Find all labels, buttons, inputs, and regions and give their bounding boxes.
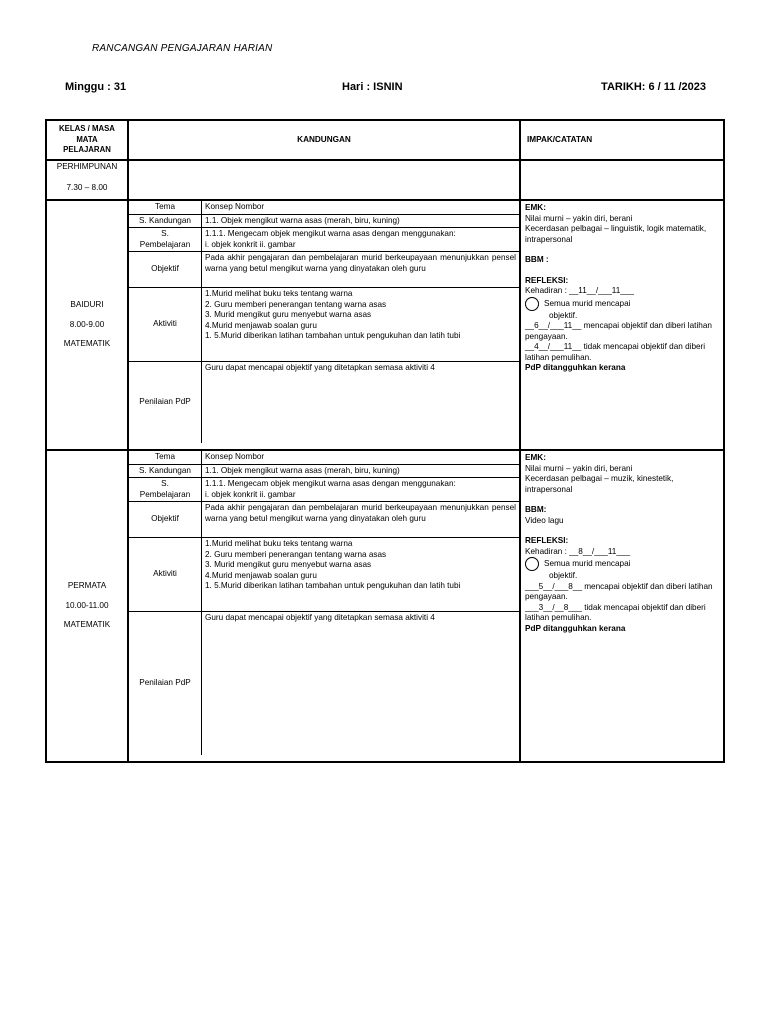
refleksi-label: REFLEKSI: — [525, 536, 569, 545]
achievement-text: Semua murid mencapai — [544, 298, 631, 308]
emk-label: EMK: — [525, 453, 546, 462]
session-content-cell — [128, 450, 520, 762]
achievement-text-2: objektif. — [549, 571, 578, 580]
emk-line: Nilai murni – yakin diri, berani — [525, 213, 633, 223]
header-content: KANDUNGAN — [128, 120, 520, 160]
tema-value: Konsep Nombor — [202, 201, 520, 214]
pembelajaran-line-2: i. objek konkrit ii. gambar — [205, 489, 296, 499]
aktiviti-item: 1.Murid melihat buku teks tentang warna — [205, 289, 353, 298]
pembelajaran-line-1: 1.1.1. Mengecam objek mengikut warna asas dengan menggunakan: — [205, 479, 456, 488]
session-content-cell — [128, 200, 520, 450]
class-name: PERMATA — [67, 581, 107, 591]
not-achieved-line: ___3__/__8___ tidak mencapai objektif dan diberi latihan pemulihan. — [525, 602, 706, 622]
bbm-label: BBM: — [525, 505, 547, 514]
header-class-time-subject — [46, 120, 128, 160]
label-tema: Tema — [129, 201, 202, 214]
tema-value: Konsep Nombor — [202, 451, 520, 464]
aktiviti-item: 4.Murid menjawab soalan guru — [205, 320, 317, 330]
penilaian-value: Guru dapat mencapai objektif yang ditetapkan semasa aktiviti 4 — [202, 362, 520, 443]
label-objektif: Objektif — [129, 252, 202, 288]
aktiviti-item: 1. 5.Murid diberikan latihan tambahan untuk pengukuhan dan latih tubi — [205, 331, 461, 340]
class-time: 8.00-9.00 — [69, 319, 105, 329]
header-subject-line: MATA — [76, 134, 98, 144]
day-label: Hari : ISNIN — [342, 81, 403, 93]
class-subject: MATEMATIK — [63, 339, 111, 349]
label-kandungan: S. Kandungan — [129, 464, 202, 478]
label-objektif: Objektif — [129, 502, 202, 538]
label-pembelajaran-2: Pembelajaran — [139, 489, 191, 499]
class-name: BAIDURI — [70, 300, 104, 310]
postponed-line: PdP ditangguhkan kerana — [525, 363, 626, 372]
class-time: 10.00-11.00 — [65, 600, 109, 610]
achieved-line: __6__/___11__ mencapai objektif dan diberi latihan pengayaan. — [525, 321, 712, 341]
week-label: Minggu : 31 — [65, 81, 127, 93]
objektif-value: Pada akhir pengajaran dan pembelajaran murid berkeupayaan menunjukkan pensel warna yang betul mengikut warna yang dinyatakan oleh guru — [202, 252, 520, 288]
aktiviti-item: 4.Murid menjawab soalan guru — [205, 570, 317, 580]
label-penilaian: Penilaian PdP — [129, 612, 202, 755]
aktiviti-item: 2. Guru memberi penerangan tentang warna asas — [205, 299, 387, 309]
achieved-line: ___5__/___8__ mencapai objektif dan diberi latihan pengayaan. — [525, 581, 713, 601]
assembly-cell — [46, 160, 128, 200]
header-subject-line-2: PELAJARAN — [63, 145, 111, 155]
kandungan-value: 1.1. Objek mengikut warna asas (merah, biru, kuning) — [202, 214, 520, 228]
document-title: RANCANGAN PENGAJARAN HARIAN — [92, 43, 273, 54]
emk-line: Nilai murni – yakin diri, berani — [525, 463, 633, 473]
refleksi-label: REFLEKSI: — [525, 275, 569, 285]
emk-line: Kecerdasan pelbagai – muzik, kinestetik, intrapersonal — [525, 474, 674, 494]
penilaian-value: Guru dapat mencapai objektif yang ditetapkan semasa aktiviti 4 — [202, 612, 520, 755]
not-achieved-line: __4__/___11__ tidak mencapai objektif dan diberi latihan pemulihan. — [525, 342, 706, 362]
session-notes-cell — [520, 450, 724, 762]
assembly-time: 7.30 – 8.00 — [66, 182, 108, 192]
aktiviti-item: 3. Murid mengikut guru menyebut warna asas — [205, 560, 372, 569]
class-subject: MATEMATIK — [63, 620, 111, 630]
bbm-value: Video lagu — [525, 515, 564, 525]
aktiviti-list — [202, 538, 520, 612]
postponed-line: PdP ditangguhkan kerana — [525, 623, 626, 633]
label-pembelajaran-1: S. — [161, 229, 169, 238]
objektif-value: Pada akhir pengajaran dan pembelajaran murid berkeupayaan menunjukkan pensel warna yang betul mengikut warna yang dinyatakan oleh guru — [202, 502, 520, 538]
aktiviti-item: 2. Guru memberi penerangan tentang warna asas — [205, 549, 387, 559]
aktiviti-list — [202, 288, 520, 362]
radio-circle-icon[interactable] — [525, 297, 539, 311]
achievement-option — [525, 297, 719, 311]
label-pembelajaran — [129, 478, 202, 502]
label-aktiviti: Aktiviti — [129, 538, 202, 612]
pembelajaran-value — [202, 478, 520, 502]
assembly-row — [46, 160, 724, 200]
header-class-line: KELAS / MASA — [59, 124, 115, 134]
content-subtable — [129, 201, 519, 443]
emk-label: EMK: — [525, 203, 546, 212]
label-tema: Tema — [129, 451, 202, 464]
kandungan-value: 1.1. Objek mengikut warna asas (merah, biru, kuning) — [202, 464, 520, 478]
assembly-name: PERHIMPUNAN — [56, 162, 118, 171]
bbm-label: BBM : — [525, 255, 549, 264]
pembelajaran-line-2: i. objek konkrit ii. gambar — [205, 239, 296, 249]
label-pembelajaran-2: Pembelajaran — [139, 239, 191, 249]
achievement-option — [525, 557, 719, 571]
header-impact-notes: IMPAK/CATATAN — [520, 120, 724, 160]
table-header-row — [46, 120, 724, 160]
session-class-cell — [46, 450, 128, 762]
emk-line: Kecerdasan pelbagai – linguistik, logik matematik, intrapersonal — [525, 224, 707, 244]
attendance: Kehadiran : __11__/___11___ — [525, 286, 634, 295]
session-row — [46, 200, 724, 450]
pembelajaran-value — [202, 228, 520, 252]
content-subtable — [129, 451, 519, 755]
label-kandungan: S. Kandungan — [129, 214, 202, 228]
aktiviti-item: 1.Murid melihat buku teks tentang warna — [205, 539, 353, 548]
achievement-text: Semua murid mencapai — [544, 559, 631, 569]
aktiviti-item: 1. 5.Murid diberikan latihan tambahan untuk pengukuhan dan latih tubi — [205, 581, 461, 590]
session-row — [46, 450, 724, 762]
label-penilaian: Penilaian PdP — [129, 362, 202, 443]
session-class-cell — [46, 200, 128, 450]
achievement-text-2: objektif. — [549, 310, 578, 320]
attendance: Kehadiran : __8__/___11___ — [525, 546, 631, 556]
label-pembelajaran — [129, 228, 202, 252]
date-label: TARIKH: 6 / 11 /2023 — [601, 81, 706, 93]
assembly-content-cell — [128, 160, 520, 200]
lesson-plan-table — [45, 119, 725, 763]
aktiviti-item: 3. Murid mengikut guru menyebut warna asas — [205, 310, 372, 319]
radio-circle-icon[interactable] — [525, 557, 539, 571]
session-notes-cell — [520, 200, 724, 450]
pembelajaran-line-1: 1.1.1. Mengecam objek mengikut warna asas dengan menggunakan: — [205, 229, 456, 238]
label-aktiviti: Aktiviti — [129, 288, 202, 362]
label-pembelajaran-1: S. — [161, 479, 169, 488]
assembly-notes-cell — [520, 160, 724, 200]
